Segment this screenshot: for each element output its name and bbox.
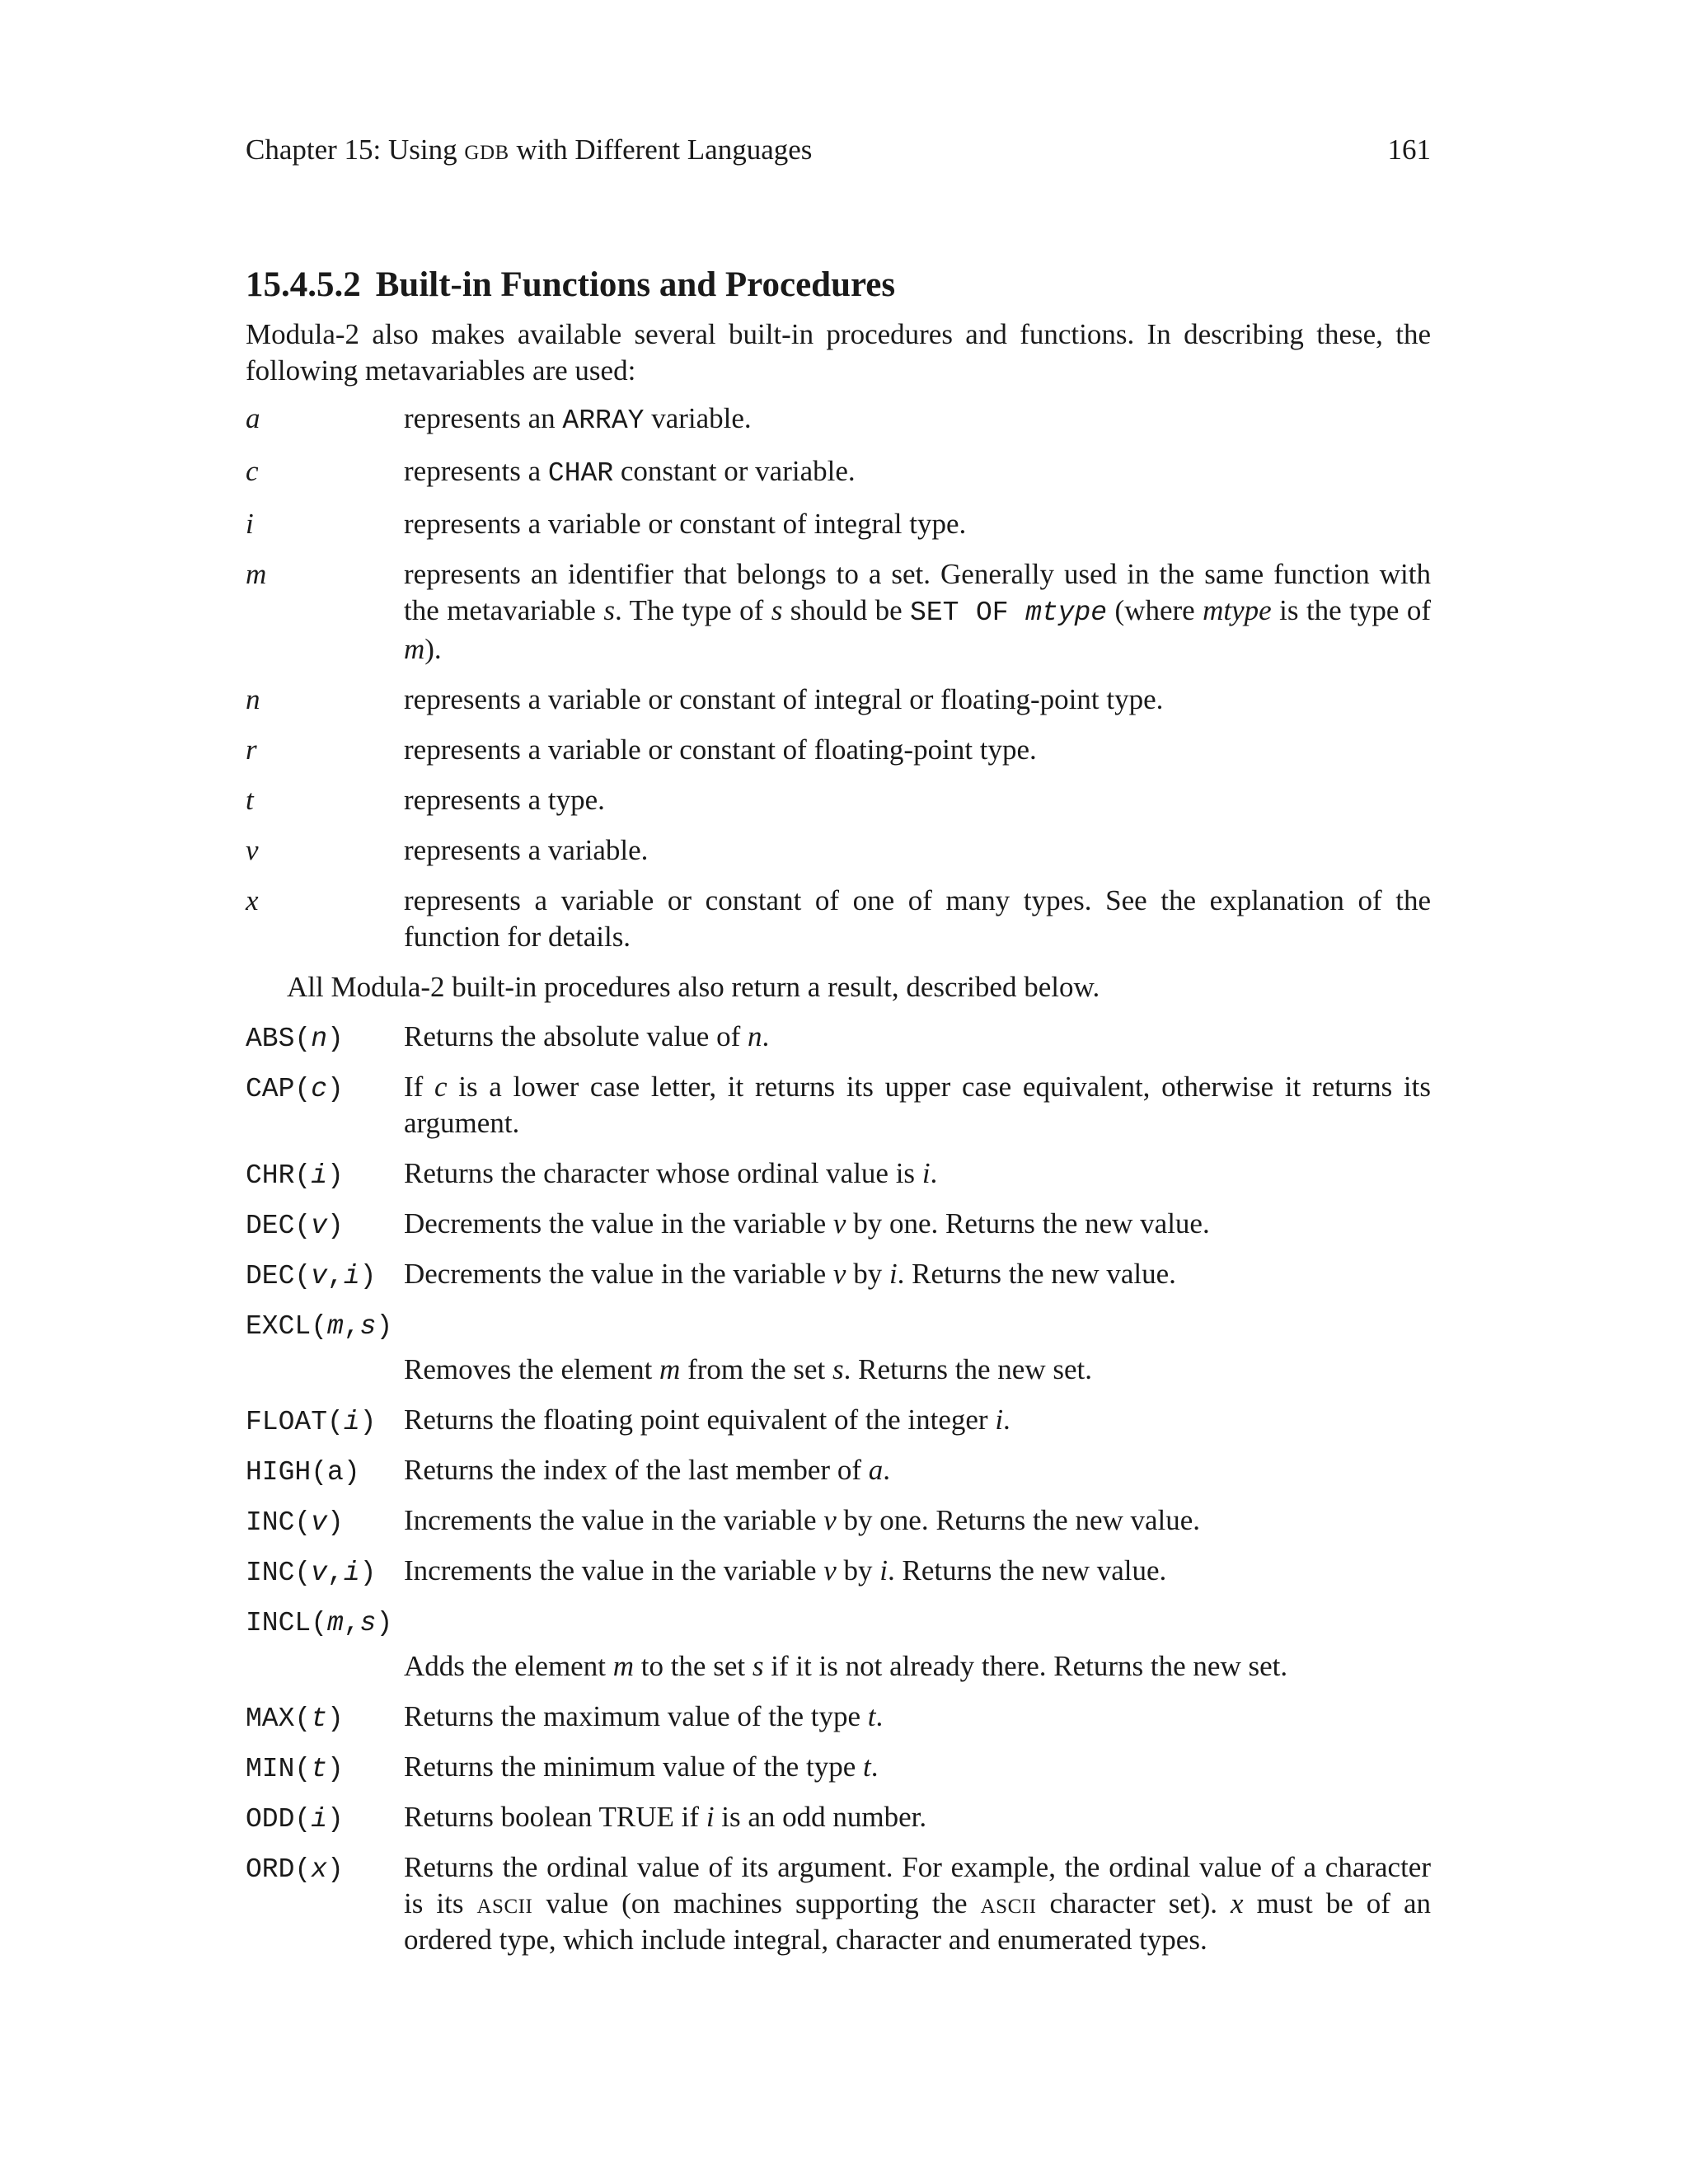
metavariable-entry (246, 732, 1431, 768)
text-run: ) (327, 1074, 344, 1104)
text-run: SET OF (910, 598, 1026, 628)
header-chapter-prefix: Chapter 15: Using (246, 134, 457, 166)
text-run: ) (327, 1704, 344, 1734)
page-number: 161 (1387, 134, 1431, 166)
text-run: ) (376, 1608, 393, 1638)
running-header (246, 130, 1431, 170)
procedure-signature (246, 1699, 344, 1737)
text-run: . (870, 1750, 879, 1783)
text-run: Returns the ordinal value of its argument. For example, the ordinal value of a character is its (404, 1851, 1431, 1919)
text-run: Decrements the value in the variable (404, 1258, 833, 1290)
text-run: ) (327, 1804, 344, 1835)
text-run: ARRAY (562, 405, 645, 436)
text-run: ascii (476, 1887, 533, 1919)
procedure-entry (246, 1799, 1431, 1835)
text-run: by (846, 1258, 889, 1290)
text-run: must be of an ordered type, which include integral, character and enumerated types. (404, 1887, 1432, 1956)
procedure-description (404, 1553, 1431, 1589)
metavariable-description (404, 883, 1431, 955)
procedure-signature (246, 1452, 360, 1491)
text-run: s (752, 1650, 764, 1682)
text-run: v (823, 1554, 837, 1586)
text-run: Returns the absolute value of (404, 1020, 748, 1052)
metavariable-entry (246, 832, 1431, 869)
procedure-description (404, 1749, 1431, 1785)
text-run: represents a variable. (404, 834, 649, 866)
text-run: v (832, 1258, 846, 1290)
text-run: Removes the element (404, 1353, 660, 1385)
procedure-description (404, 1502, 1431, 1539)
text-run: . Returns the new set. (843, 1353, 1092, 1385)
procedure-description (404, 1799, 1431, 1835)
text-run: represents a type. (404, 784, 605, 816)
text-run: a (868, 1454, 884, 1486)
metavariable-term: n (246, 683, 260, 715)
metavariable-description (404, 782, 1431, 818)
text-run: ) (327, 1854, 344, 1885)
text-run: Decrements the value in the variable (404, 1207, 833, 1240)
procedure-description (404, 1256, 1431, 1292)
text-run: to the set (633, 1650, 753, 1682)
text-run: if it is not already there. Returns the new set. (763, 1650, 1288, 1682)
text-run: s (359, 1311, 377, 1342)
text-run: n (311, 1024, 328, 1054)
text-run: represents a (404, 455, 548, 487)
header-gdb: gdb (464, 134, 509, 166)
metavariable-term: r (246, 733, 257, 766)
text-run: i (343, 1261, 360, 1291)
procedure-entry (246, 1502, 1431, 1539)
text-run: Returns the maximum value of the type (404, 1700, 868, 1732)
text-run: by one. Returns the new value. (836, 1504, 1201, 1536)
text-run: m (327, 1311, 344, 1342)
metavariable-description (404, 556, 1431, 668)
metavariable-entry (246, 401, 1431, 439)
metavariable-term: v (246, 834, 259, 866)
procedure-entry (246, 1206, 1431, 1242)
procedure-entry (246, 1452, 1431, 1488)
text-run: . (1003, 1404, 1010, 1436)
procedure-list (246, 1019, 1431, 1958)
text-run: If (404, 1071, 435, 1103)
metavariable-description (404, 506, 1431, 542)
metavariable-term: a (246, 402, 260, 434)
metavariable-description (404, 682, 1431, 718)
text-run: v (832, 1207, 846, 1240)
text-run: ) (359, 1261, 377, 1291)
procedure-signature (246, 1849, 344, 1888)
text-run: is a lower case letter, it returns its upper case equivalent, otherwise it returns its argument. (404, 1071, 1431, 1139)
text-run: v (311, 1211, 328, 1241)
text-run: value (on machines supporting the (532, 1887, 981, 1919)
text-run: MIN( (246, 1754, 312, 1784)
text-run: ) (327, 1024, 344, 1054)
text-run: s (771, 594, 783, 626)
metavariable-entry (246, 782, 1431, 818)
text-run: i (343, 1558, 360, 1588)
procedure-signature (246, 1603, 1431, 1642)
text-run: by one. Returns the new value. (846, 1207, 1210, 1240)
text-run: v (311, 1558, 328, 1588)
text-run: character set). (1036, 1887, 1231, 1919)
metavariable-term: c (246, 455, 259, 487)
text-run: t (862, 1750, 871, 1783)
text-run: v (311, 1261, 328, 1291)
metavariable-description (404, 453, 1431, 492)
text-run: represents a variable or constant of one of many types. See the explanation of the function for details. (404, 884, 1431, 953)
procedure-entry (246, 1553, 1431, 1589)
metavariable-term: x (246, 884, 259, 916)
metavariable-description (404, 401, 1431, 439)
text-run: ORD( (246, 1854, 312, 1885)
text-run: Increments the value in the variable (404, 1504, 824, 1536)
text-run: ) (359, 1558, 377, 1588)
metavariable-term: i (246, 508, 254, 540)
text-run: m (327, 1608, 344, 1638)
text-run: ) (327, 1160, 344, 1191)
text-run: s (603, 594, 615, 626)
text-run: Returns the index of the last member of (404, 1454, 869, 1486)
text-run: Returns boolean TRUE if (404, 1801, 706, 1833)
procedure-description (404, 1019, 1431, 1055)
procedure-description (404, 1402, 1431, 1438)
text-run: i (343, 1407, 360, 1437)
text-run: . (930, 1157, 938, 1189)
text-run: represents a variable or constant of integral or floating-point type. (404, 683, 1164, 715)
section-title: Built-in Functions and Procedures (375, 265, 896, 304)
metavariable-entry (246, 883, 1431, 955)
procedure-description (404, 1352, 1431, 1388)
text-run: should be (782, 594, 911, 626)
procedure-entry (246, 1069, 1431, 1141)
procedure-description (404, 1699, 1431, 1735)
text-run: . The type of (615, 594, 771, 626)
text-run: Returns the minimum value of the type (404, 1750, 863, 1783)
text-run: ascii (980, 1887, 1037, 1919)
text-run: DEC( (246, 1211, 312, 1241)
procedure-signature (246, 1553, 376, 1591)
text-run: (where (1107, 594, 1203, 626)
text-run: from the set (680, 1353, 833, 1385)
text-run: represents a variable or constant of integral type. (404, 508, 967, 540)
text-run: ). (424, 633, 442, 665)
metavariable-list (246, 401, 1431, 955)
text-run: ODD( (246, 1804, 312, 1835)
text-run: v (823, 1504, 837, 1536)
text-run: . (883, 1454, 890, 1486)
text-run: i (889, 1258, 898, 1290)
text-run: represents an (404, 402, 563, 434)
procedure-entry (246, 1155, 1431, 1192)
text-run: , (343, 1608, 360, 1638)
text-run: CHR( (246, 1160, 312, 1191)
header-chapter-suffix: with Different Languages (516, 134, 813, 166)
section-heading (246, 262, 1431, 308)
text-run: CAP( (246, 1074, 312, 1104)
text-run: represents a variable or constant of floating-point type. (404, 733, 1037, 766)
text-run: INCL( (246, 1608, 328, 1638)
text-run: m (612, 1650, 634, 1682)
text-run: by (836, 1554, 880, 1586)
text-run: t (867, 1700, 876, 1732)
text-run: v (311, 1507, 328, 1538)
text-run: ) (327, 1754, 344, 1784)
text-run: CHAR (547, 458, 614, 489)
procedure-entry (246, 1019, 1431, 1055)
text-run: i (706, 1801, 715, 1833)
metavariable-entry (246, 506, 1431, 542)
text-run: constant or variable. (613, 455, 856, 487)
text-run: ABS( (246, 1024, 312, 1054)
procedure-signature (246, 1069, 344, 1108)
procedure-signature (246, 1256, 376, 1295)
text-run: i (311, 1804, 328, 1835)
text-run: c (311, 1074, 328, 1104)
text-run: EXCL( (246, 1311, 328, 1342)
procedure-signature (246, 1019, 344, 1057)
text-run: t (311, 1704, 328, 1734)
text-run: mtype (1025, 598, 1108, 628)
text-run: , (343, 1311, 360, 1342)
text-run: ) (327, 1211, 344, 1241)
text-run: c (434, 1071, 448, 1103)
procedure-description (404, 1069, 1431, 1141)
metavariable-description (404, 832, 1431, 869)
text-run: FLOAT( (246, 1407, 344, 1437)
procedure-entry (246, 1256, 1431, 1292)
section-number: 15.4.5.2 (246, 265, 361, 304)
procedure-entry (246, 1306, 1431, 1388)
text-run: i (311, 1160, 328, 1191)
metavariable-entry (246, 556, 1431, 668)
text-run: variable. (644, 402, 752, 434)
procedure-description (404, 1155, 1431, 1192)
procedure-signature (246, 1749, 344, 1788)
procedure-description (404, 1206, 1431, 1242)
metavariable-term: t (246, 784, 254, 816)
text-run: m (404, 633, 425, 665)
text-run: Adds the element (404, 1650, 613, 1682)
text-run: represents an identifier that belongs to a set. Generally used in the same function with the metavariable (404, 558, 1431, 626)
text-run: Returns the character whose ordinal value is (404, 1157, 922, 1189)
text-run: i (921, 1157, 931, 1189)
metavariable-entry (246, 453, 1431, 492)
procedure-signature (246, 1155, 344, 1194)
text-run: DEC( (246, 1261, 312, 1291)
text-run: Increments the value in the variable (404, 1554, 824, 1586)
procedure-entry (246, 1402, 1431, 1438)
procedure-entry (246, 1699, 1431, 1735)
procedure-signature (246, 1206, 344, 1244)
metavariable-description (404, 732, 1431, 768)
text-run: HIGH(a) (246, 1457, 360, 1488)
text-run: is the type of (1271, 594, 1432, 626)
procedures-intro: All Modula-2 built-in procedures also return a result, described below. (287, 971, 1100, 1003)
text-run: ) (327, 1507, 344, 1538)
text-run: ) (376, 1311, 393, 1342)
metavariable-term: m (246, 558, 267, 590)
text-run: MAX( (246, 1704, 312, 1734)
text-run: . (762, 1020, 770, 1052)
text-run: . (875, 1700, 884, 1732)
text-run: , (327, 1558, 344, 1588)
text-run: . Returns the new value. (888, 1554, 1167, 1586)
metavariable-entry (246, 682, 1431, 718)
procedure-description (404, 1452, 1431, 1488)
text-run: s (832, 1353, 844, 1385)
text-run: m (659, 1353, 681, 1385)
text-run: x (1231, 1887, 1244, 1919)
text-run: Returns the floating point equivalent of the integer (404, 1404, 996, 1436)
page-content (246, 262, 1431, 1972)
procedure-signature (246, 1502, 344, 1541)
text-run: mtype (1203, 594, 1272, 626)
text-run: x (311, 1854, 328, 1885)
text-run: , (327, 1261, 344, 1291)
text-run: INC( (246, 1507, 312, 1538)
intro-paragraph: Modula-2 also makes available several built-in procedures and functions. In describing these, the following metavariables are used: (246, 318, 1431, 387)
procedure-entry (246, 1603, 1431, 1685)
text-run: n (747, 1020, 762, 1052)
procedure-signature (246, 1306, 1431, 1345)
text-run: t (311, 1754, 328, 1784)
procedure-signature (246, 1799, 344, 1838)
procedure-entry (246, 1849, 1431, 1958)
procedure-entry (246, 1749, 1431, 1785)
text-run: i (879, 1554, 889, 1586)
text-run: i (995, 1404, 1004, 1436)
text-run: ) (359, 1407, 377, 1437)
procedure-signature (246, 1402, 376, 1441)
text-run: s (359, 1608, 377, 1638)
text-run: . Returns the new value. (897, 1258, 1176, 1290)
procedure-description (404, 1648, 1431, 1685)
procedure-description (404, 1849, 1431, 1958)
text-run: INC( (246, 1558, 312, 1588)
text-run: is an odd number. (714, 1801, 927, 1833)
